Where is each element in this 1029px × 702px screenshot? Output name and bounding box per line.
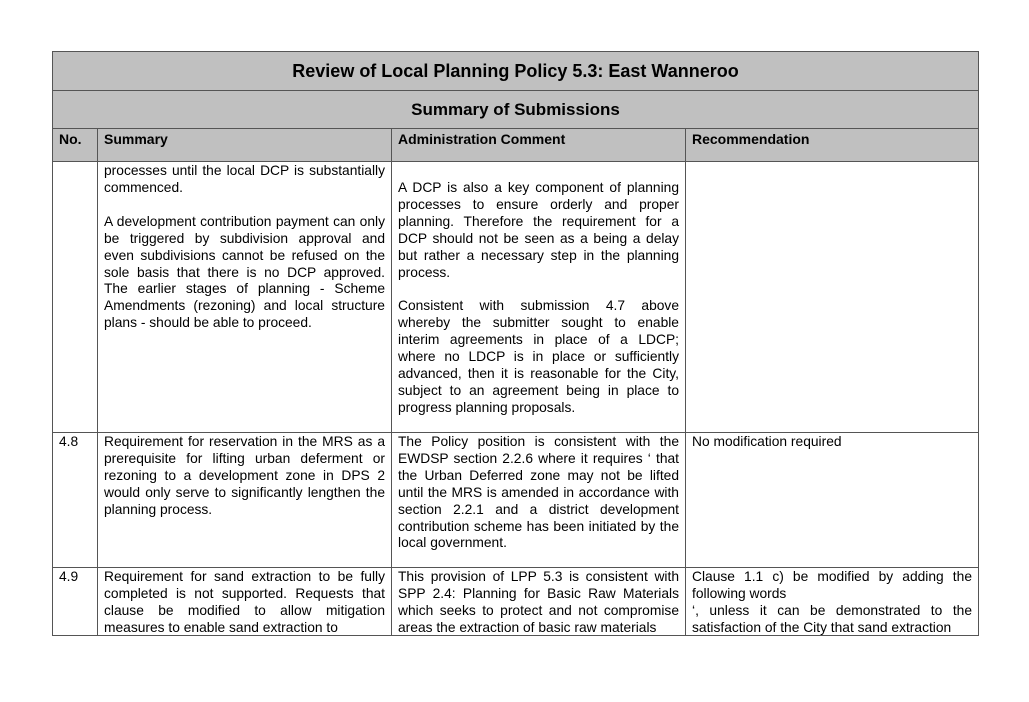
comment-paragraph: Consistent with submission 4.7 above whereby the submitter sought to enable interim agreements in place of a LDCP; where no LDCP is in place or sufficiently advanced, then it is reasonable for the City, subject to an agreement being in place to progress planning proposals. [398, 298, 679, 415]
document-subtitle: Summary of Submissions [53, 91, 979, 129]
summary-cell: Requirement for reservation in the MRS as a prerequisite for lifting urban deferment or rezoning to a development zone in DPS 2 would only serve to significantly lengthen the planning process. [98, 433, 392, 568]
comment-cell: This provision of LPP 5.3 is consistent with SPP 2.4: Planning for Basic Raw Materials which seeks to protect and not compromise areas the extraction of basic raw materials [392, 568, 686, 636]
recommendation-cell [686, 162, 979, 433]
header-row [53, 129, 979, 162]
recommendation-cell: No modification required [686, 433, 979, 568]
summary-paragraph: A development contribution payment can only be triggered by subdivision approval and even subdivisions cannot be refused on the sole basis that there is no DCP approved. The earlier stages of planning - Scheme Amendments (rezoning) and local structure plans - should be able to proceed. [104, 213, 385, 331]
recommendation-paragraph: ‘, unless it can be demonstrated to the satisfaction of the City that sand extraction [692, 602, 972, 635]
row-number [53, 162, 98, 433]
table-row [53, 433, 979, 568]
row-number: 4.8 [53, 433, 98, 568]
document-title: Review of Local Planning Policy 5.3: East Wanneroo [53, 52, 979, 91]
table-row [53, 568, 979, 636]
column-header-recommendation: Recommendation [686, 129, 979, 162]
column-header-no: No. [53, 129, 98, 162]
submissions-table [52, 51, 979, 636]
recommendation-paragraph: Clause 1.1 c) be modified by adding the following words [692, 569, 972, 601]
summary-cell [98, 162, 392, 433]
row-number: 4.9 [53, 568, 98, 636]
table-row [53, 162, 979, 433]
summary-cell: Requirement for sand extraction to be fully completed is not supported. Requests that clause be modified to allow mitigation measures to enable sand extraction to [98, 568, 392, 636]
column-header-comment: Administration Comment [392, 129, 686, 162]
comment-paragraph: A DCP is also a key component of planning processes to ensure orderly and proper planning. Therefore the requirement for a DCP should not be seen as a being a delay but rather a necessary step in the planning process. [398, 180, 679, 280]
column-header-summary: Summary [98, 129, 392, 162]
summary-paragraph: processes until the local DCP is substantially commenced. [104, 163, 385, 195]
comment-cell: The Policy position is consistent with the EWDSP section 2.2.6 where it requires ‘ that the Urban Deferred zone may not be lifted until the MRS is amended in accordance with section 2.2.1 and a district development contribution scheme has been initiated by the local government. [392, 433, 686, 568]
recommendation-cell [686, 568, 979, 636]
comment-cell [392, 162, 686, 433]
